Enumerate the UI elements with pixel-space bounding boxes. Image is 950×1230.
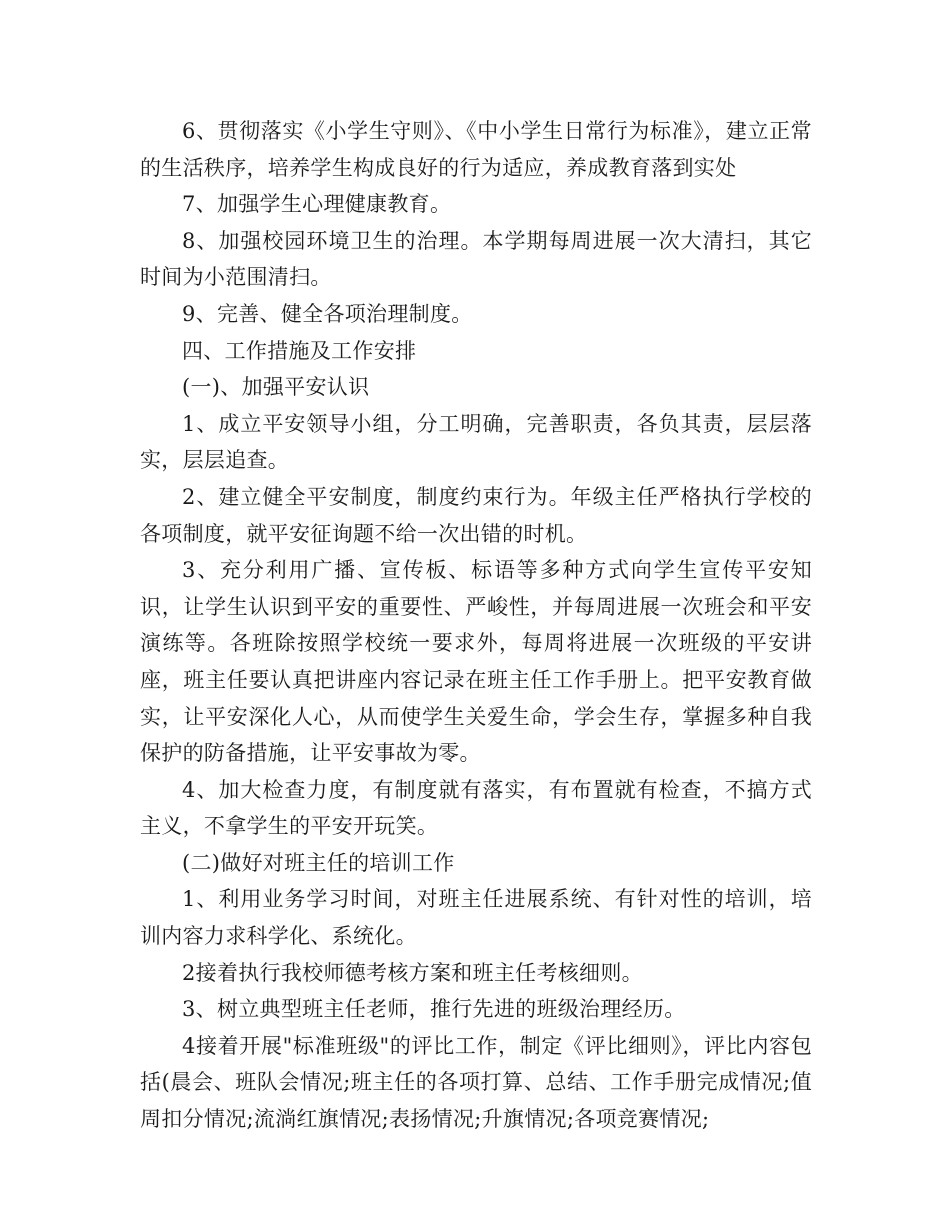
paragraph-item-7: 7、加强学生心理健康教育。 — [182, 192, 452, 217]
paragraph-item-8: 8、加强校园环境卫生的治理。本学期每周进展一次大清扫，其它时间为小范围清扫。 — [140, 228, 812, 290]
paragraph-safety-2: 2、建立健全平安制度，制度约束行为。年级主任严格执行学校的各项制度，就平安征询题不给一次出错的时机。 — [140, 484, 812, 546]
paragraph-item-9: 9、完善、健全各项治理制度。 — [182, 301, 473, 326]
section-heading-4: 四、工作措施及工作安排 — [182, 338, 417, 363]
paragraph-training-3: 3、树立典型班主任老师，推行先进的班级治理经历。 — [182, 997, 686, 1022]
subsection-heading-2: (二)做好对班主任的培训工作 — [182, 850, 455, 875]
paragraph-item-6: 6、贯彻落实《小学生守则》、《中小学生日常行为标准》，建立正常的生活秩序，培养学生构成良好的行为适应，养成教育落到实处 — [140, 119, 812, 180]
subsection-heading-1: (一)、加强平安认识 — [182, 375, 370, 400]
paragraph-safety-1: 1、成立平安领导小组，分工明确，完善职责，各负其责，层层落实，层层追查。 — [140, 411, 812, 473]
paragraph-training-2: 2接着执行我校师德考核方案和班主任考核细则。 — [182, 960, 643, 985]
paragraph-training-4: 4接着开展"标准班级"的评比工作，制定《评比细则》，评比内容包括(晨会、班队会情况;班主任的各项打算、总结、工作手册完成情况;值周扣分情况;流淌红旗情况;表扬情况;升旗情况;各项竞赛情况; — [140, 1033, 812, 1132]
document-body — [140, 113, 812, 1138]
paragraph-safety-3: 3、充分利用广播、宣传板、标语等多种方式向学生宣传平安知识，让学生认识到平安的重要性、严峻性，并每周进展一次班会和平安演练等。各班除按照学校统一要求外，每周将进展一次班级的平安讲座，班主任要认真把讲座内容记录在班主任工作手册上。把平安教育做实，让平安深化人心，从而使学生关爱生命，学会生存，掌握多种自我保护的防备措施，让平安事故为零。 — [140, 558, 812, 766]
paragraph-safety-4: 4、加大检查力度，有制度就有落实，有布置就有检查，不搞方式主义，不拿学生的平安开玩笑。 — [140, 777, 812, 839]
paragraph-training-1: 1、利用业务学习时间，对班主任进展系统、有针对性的培训，培训内容力求科学化、系统化。 — [140, 887, 812, 949]
